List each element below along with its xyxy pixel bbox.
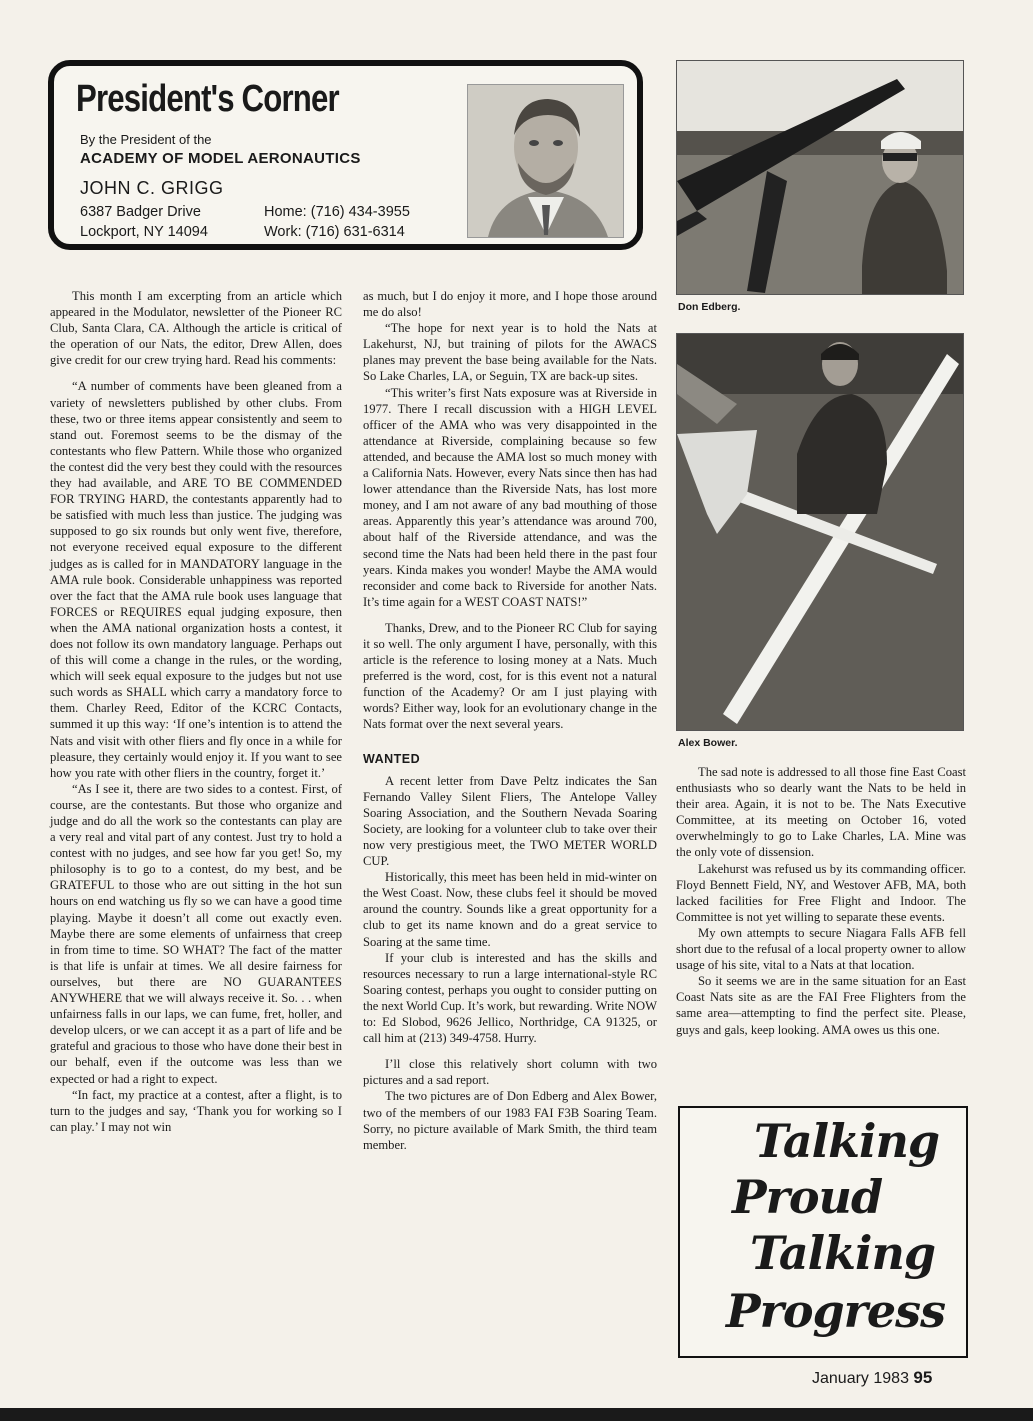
issue-date: January 1983 — [812, 1370, 909, 1387]
paragraph: This month I am excerpting from an article which appeared in the Modulator, newsletter of the Pioneer RC Club, Santa Clara, CA. Although the article is critical of the operation of our Nats, the editor, Drew Allen, does give credit for our crew trying hard. Read his comments: — [50, 289, 342, 368]
paragraph: The two pictures are of Don Edberg and Alex Bower, two of the members of our 1983 FAI F3B Soaring Team. Sorry, no picture available of Mark Smith, the third team member. — [363, 1089, 657, 1152]
address-line-1: 6387 Badger Drive — [80, 204, 201, 220]
work-phone: Work: (716) 631-6314 — [264, 224, 405, 240]
photo-alex-bower — [676, 333, 964, 731]
author-name: JOHN C. GRIGG — [80, 178, 224, 198]
author-portrait — [467, 84, 624, 238]
page-footer — [812, 1368, 932, 1388]
byline: By the President of the — [80, 132, 212, 147]
header-box — [48, 60, 643, 250]
paragraph: A recent letter from Dave Peltz indicates the San Fernando Valley Silent Fliers, The Antelope Valley Soaring Association, and the Southern Nevada Soaring Society, are looking for a volunteer club to take over their now very prestigious meet, the TWO METER WORLD CUP. — [363, 773, 657, 869]
article-column-3 — [676, 764, 966, 1038]
paragraph: Historically, this meet has been held in mid-winter on the West Coast. Now, these clubs feel it should be moved around the country. Sounds like a great opportunity for a club to get its name known and do a great service to Soaring at the same time. — [363, 870, 657, 949]
column-title: President's Corner — [76, 78, 339, 120]
paragraph: If your club is interested and has the skills and resources necessary to run a large international-style RC Soaring contest, perhaps you ought to consider putting on the next World Cup. It’s work, but rewarding. Write NOW to: Ed Slobod, 9626 Jellico, Northridge, CA 91325, or call him at (213) 349-4758. Hurry. — [363, 950, 657, 1046]
paragraph: So it seems we are in the same situation for an East Coast Nats site as are the FAI Free Flighters from the same area—attempting to find the perfect site. Please, guys and gals, keep looking. AMA owes us this one. — [676, 974, 966, 1037]
page-number: 95 — [913, 1368, 933, 1387]
paragraph: “As I see it, there are two sides to a contest. First, of course, are the contestants. But those who organize and judge and do all the work so the contestants can play are a very real and vital part of any contest. Just try to hold a contest with no judges, and see how far you get! So, my philosophy is to go to a contest, do my best, and be GRATEFUL to those who are out sitting in the hot sun hours on end watching us fly so we can have a good time playing. Maybe it doesn’t all come out exactly even. Maybe there are some elements of unfairness that creep in from time to time. SO WHAT? The fact of the matter is that life is unfair at times. We all desire fairness for ourselves, but there are NO GUARANTEES ANYWHERE that we will always receive it. So. . . when unfairness falls in our laps, we can fume, fret, holler, and develop ulcers, or we can accept it as a part of life and be grateful and gracious to those who have done their best in our behalf, even if the outcome was less than we expected or had a right to expect. — [50, 781, 342, 1086]
home-phone: Home: (716) 434-3955 — [264, 204, 410, 220]
photo2-caption: Alex Bower. — [678, 737, 738, 749]
paragraph: The sad note is addressed to all those fine East Coast enthusiasts who so dearly want the Nats to be held in their area. Again, it is not to be. The Nats Executive Committee, at its meeting on October 16, voted overwhelmingly to go to Lake Charles, LA. Mine was the only vote of dissension. — [676, 765, 966, 860]
paragraph: “This writer’s first Nats exposure was at Riverside in 1977. There I recall discussion with a HIGH LEVEL officer of the AMA who was very disappointed in the attendance at Riverside, complaining because so few attended, and because the AMA lost so much money with a California Nats. However, every Nats since then has had lower attendance than the Riverside Nats, has lost more money, and I am not aware of any bad mouthing of those areas. Apparently this year’s attendance was around 700, about half of the Riverside attendance, and was the second time the Nats had been held there in the past four years. Kinda makes you wonder! Maybe the AMA would reconsider and come back to Riverside for another Nats. It’s time again for a WEST COAST NATS!” — [363, 385, 657, 609]
paragraph: Thanks, Drew, and to the Pioneer RC Club for saying it so well. The only argument I have, personally, with this article is the reference to losing money at a Nats. Much preferred is the word, cost, for is this event not a natural function of the Academy? Or am I just playing with words? Either way, look for an evolutionary change in the Nats format over the next several years. — [363, 620, 657, 732]
bottom-border — [0, 1408, 1033, 1421]
paragraph: Lakehurst was refused us by its commanding officer. Floyd Bennett Field, NY, and Westover AFB, MA, both lacked facilities for Free Flight and Indoor. The Committee is not yet willing to separate these events. — [676, 861, 966, 924]
paragraph: I’ll close this relatively short column with two pictures and a sad report. — [363, 1057, 657, 1088]
paragraph: “A number of comments have been gleaned from a variety of newsletters published by other clubs. From these, two or three items appear consistently and seem to stand out. Foremost seems to be the dismay of the contestants who flew Pattern. While those who organized the contest did the very best they could with the resources they had available, and ARE TO BE COMMENDED FOR TRYING HARD, the contestants apparently had to be satisfied with much less than justice. The judging was supposed to go six rounds but only went five, therefore, not everyone received equal exposure to the different judges as is called for in MANDATORY language in the AMA rule book. Considerable unhappiness was reported over the fact that the AMA rule book uses language that FORCES or REQUIRES equal judging exposure, then when the AMA national organization hosts a contest, it does not follow its own mandatory language. Perhaps out of this will come a change in the rules, or the wording, which will seek equal exposure to the judges but not use such words as SHALL which carry a mandatory force to them. Charley Reed, Editor of the KCRC Contacts, summed it up this way: ‘If one’s intention is to attend the Nats and visit with other fliers and fly once in a while for pleasure, they certainly would enjoy it. If you want to see how you rate with other fliers in the country, forget it.’ — [50, 379, 342, 780]
section-heading-wanted: WANTED — [363, 751, 421, 766]
paragraph: “The hope for next year is to hold the Nats at Lakehurst, NJ, but training of pilots for the AWACS planes may prevent the base being available for the Nats. So Lake Charles, LA, or Seguin, TX are back-up sites. — [363, 321, 657, 384]
organization-name: ACADEMY OF MODEL AERONAUTICS — [80, 150, 361, 167]
article-column-2 — [363, 288, 657, 1153]
ad-line-1: Talking — [754, 1114, 940, 1168]
photo1-caption: Don Edberg. — [678, 301, 741, 313]
article-column-1 — [50, 288, 342, 1135]
paragraph: as much, but I do enjoy it more, and I hope those around me do also! — [363, 289, 657, 320]
paragraph: My own attempts to secure Niagara Falls AFB fell short due to the refusal of a local property owner to allow usage of his site, vital to a Nats at that location. — [676, 925, 966, 973]
ad-line-4: Progress — [726, 1284, 945, 1338]
author-address — [80, 202, 208, 242]
ad-line-2: Proud — [732, 1170, 883, 1224]
ad-line-3: Talking — [750, 1226, 936, 1280]
paragraph: “In fact, my practice at a contest, after a flight, is to turn to the judges and say, ‘Thank you for working so I can play.’ I may not win — [50, 1087, 342, 1134]
photo-don-edberg — [676, 60, 964, 295]
address-line-2: Lockport, NY 14094 — [80, 224, 208, 240]
author-phones — [264, 202, 410, 242]
talking-proud-ad — [678, 1106, 968, 1358]
